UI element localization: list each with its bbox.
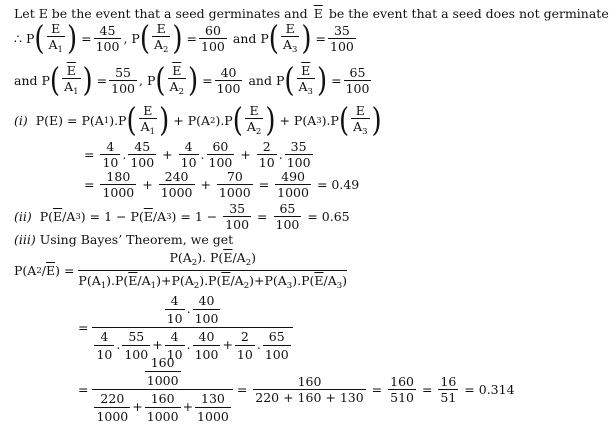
p-symbol: P xyxy=(25,31,35,47)
result-iii: = 0.314 xyxy=(464,382,515,398)
part-iii-line: (iii) Using Bayes’ Theorem, we get xyxy=(14,232,234,247)
part-ii-label: (ii) xyxy=(14,209,32,225)
result-ii: = 0.65 xyxy=(307,209,350,225)
e-over-a1: $\frac{E}{A_1}$ xyxy=(48,21,63,56)
part-i-label: (i) xyxy=(14,113,28,129)
bayes-step-3: = $\frac{160}{1000}$ $\frac{220}{1000}$ + $\frac{160}{1000}$ + $\frac{130}{1000}$ = $\frac{160}{220 + 160 + 130}$ = $\frac{160}{510}$ = $\frac{16}{51}$ = 0.314 xyxy=(78,355,515,425)
part-i-line-1: (i) P(E) = P(A 1 ).P ( $\frac{E}{A_1}$ ) + P(A 2 ).P ( $\frac{E}{A_2}$ ) + P(A 3 ).P ( $\frac{E}{A_3}$ ) xyxy=(14,101,382,140)
fraction-55-100: $\frac{55}{100}$ xyxy=(111,64,135,97)
fraction-45-100: $\frac{45}{100}$ xyxy=(95,22,120,55)
part-i-line-2: = $\frac{4}{10}$ . $\frac{45}{100}$ + $\frac{4}{10}$ . $\frac{60}{100}$ + $\frac{2}{10}$ . $\frac{35}{100}$ xyxy=(84,139,311,171)
part-ii-line: (ii) P( $\overline{E}$ /A 3 ) = 1 − P( $\overline{E}$ /A 3 ) = 1 − $\frac{35}{100}$ = $\frac{65}{100}$ = 0.65 xyxy=(14,201,350,233)
intro-ebar: $\overline{E}$ xyxy=(313,6,323,21)
ebar-over-a3: $\frac{\overline{E}}{A_3}$ xyxy=(298,63,313,98)
e-over-a2: $\frac{E}{A_2}$ xyxy=(153,21,169,56)
paren-open: ( xyxy=(34,19,45,58)
given-line-1: ∴ P ( $\frac{E}{A_1}$ ) = $\frac{45}{100}$ , P ( $\frac{E}{A_2}$ ) = $\frac{60}{100}$ and P ( $\frac{E}{A_3}$ ) = $\frac{35}{100}$ xyxy=(14,19,354,58)
result-i: = 0.49 xyxy=(316,177,360,193)
intro-line xyxy=(14,6,609,21)
fraction-40-100: $\frac{40}{100}$ xyxy=(216,64,241,97)
fraction-65-100: $\frac{65}{100}$ xyxy=(345,64,370,97)
ebar-over-a2: $\frac{\overline{E}}{A_2}$ xyxy=(169,63,184,98)
given-line-2: and P ( $\frac{\overline{E}}{A_1}$ ) = $\frac{55}{100}$ , P ( $\frac{\overline{E}}{A_2}$ ) = $\frac{40}{100}$ and P ( $\frac{\overline{E}}{A_3}$ ) = $\frac{65}{100}$ xyxy=(14,61,370,100)
ebar-over-a1: $\frac{\overline{E}}{A_1}$ xyxy=(64,63,79,98)
e-over-a3: $\frac{E}{A_3}$ xyxy=(282,21,298,56)
therefore-symbol: ∴ xyxy=(14,31,22,47)
bayes-formula: P(A 2 / $\overline{E}$ ) = $\frac{P(A_2). P(\overline{E}/A_2)}{P(A_1).P(\overline{E}/A_1)+P(A_2).P(\overline{E}/A_2)+P(A_3).P(\overline{E}/A_3)}$ xyxy=(14,250,348,291)
intro-text-a: Let E be the event that a seed germinates and xyxy=(14,6,308,21)
bayes-step-2: = $\frac{4}{10}$ . $\frac{40}{100}$ $\frac{4}{10}$ . $\frac{55}{100}$ + $\frac{4}{10}$ . $\frac{40}{100}$ + $\frac{2}{10}$ . $\frac{65}{100}$ xyxy=(78,294,293,362)
bayes-fraction: $\frac{P(A_2). P(\overline{E}/A_2)}{P(A_1).P(\overline{E}/A_1)+P(A_2).P(\overline{E}/A_2)+P(A_3).P(\overline{E}/A_3)}$ xyxy=(78,250,348,291)
fraction-60-100: $\frac{60}{100}$ xyxy=(201,22,225,55)
fraction-35-100: $\frac{35}{100}$ xyxy=(330,22,354,55)
part-iii-label: (iii) xyxy=(14,232,36,247)
part-i-line-3: = $\frac{180}{1000}$ + $\frac{240}{1000}$ + $\frac{70}{1000}$ = $\frac{490}{1000}$ = 0.49 xyxy=(84,169,360,201)
intro-text-b: be the event that a seed does not germinate xyxy=(328,6,609,21)
